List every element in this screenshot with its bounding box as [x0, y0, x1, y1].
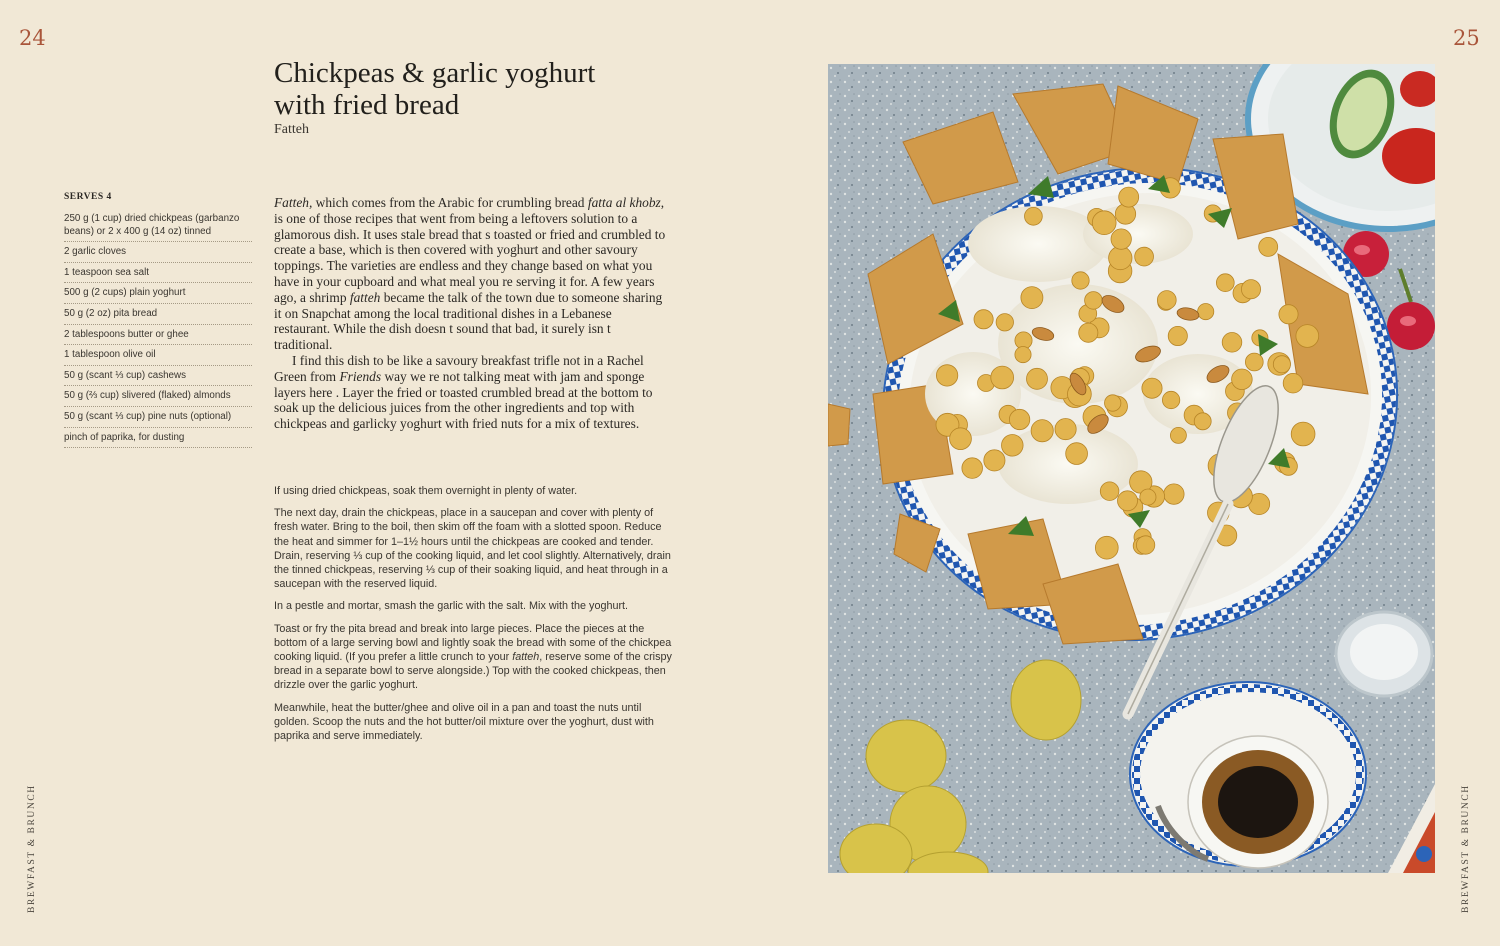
ingredient-item: 2 tablespoons butter or ghee	[64, 328, 252, 346]
chickpea	[1198, 304, 1214, 320]
chickpea	[1136, 536, 1154, 554]
chickpea	[1118, 491, 1138, 511]
chickpea	[1066, 443, 1088, 465]
chickpea	[1273, 356, 1290, 373]
chickpea	[1194, 413, 1211, 430]
chickpea	[1283, 373, 1303, 393]
chickpea	[1164, 484, 1184, 504]
page-number-left: 24	[19, 26, 46, 50]
ingredient-item: 1 tablespoon olive oil	[64, 348, 252, 366]
chickpea	[1135, 247, 1154, 266]
ingredient-item: 50 g (⅔ cup) slivered (flaked) almonds	[64, 389, 252, 407]
recipe-title-line-1: Chickpeas & garlic yoghurt	[274, 57, 596, 89]
chickpea	[1015, 347, 1031, 363]
method-text-run: , reserve some of the crispy bread in a separate bowl to serve alongside.) Top with the cooked chickpeas, then drizzle over the garlic yoghurt.	[274, 651, 672, 692]
chickpea	[974, 310, 993, 329]
recipe-subtitle: Fatteh	[274, 122, 309, 137]
salt-dish	[1336, 612, 1432, 696]
ingredient-item: pinch of paprika, for dusting	[64, 431, 252, 449]
recipe-title-line-2: with fried bread	[274, 89, 460, 121]
ingredient-list	[64, 212, 252, 448]
chickpea	[1157, 291, 1176, 310]
chickpea	[1296, 325, 1319, 348]
chickpea	[1162, 391, 1179, 408]
chickpea	[936, 365, 957, 386]
intro-text-run: which comes from the Arabic for crumbling bread	[312, 195, 588, 210]
chickpea	[1055, 419, 1076, 440]
chickpea	[962, 458, 983, 479]
recipe-title	[274, 57, 774, 121]
chickpea	[1232, 369, 1253, 390]
chickpea	[1119, 187, 1139, 207]
chickpea	[991, 366, 1014, 389]
ingredient-item: 1 teaspoon sea salt	[64, 266, 252, 284]
chickpea	[950, 428, 972, 450]
chickpea	[1142, 378, 1162, 398]
chickpea	[1259, 237, 1278, 256]
chickpea	[1241, 280, 1260, 299]
ingredient-item: 50 g (scant ⅓ cup) cashews	[64, 369, 252, 387]
chickpea	[984, 450, 1005, 471]
method-step-2: The next day, drain the chickpeas, place in a saucepan and cover with plenty of fresh water. Bring to the boil, then skim off the foam with a slotted spoon. Reduce the heat and simmer for 1–1½ hours until the chickpeas are cooked and tender. Drain, reserving ⅓ cup of the cooking liquid, and let cool slightly. Alternatively, drain the tinned chickpeas, reserving ⅓ cup of their soaking liquid, and heat through in a saucepan with the reserved liquid.	[274, 507, 671, 591]
chickpea	[1216, 274, 1234, 292]
intro-italic-fatta-al-khobz: fatta al khobz	[587, 195, 661, 210]
method-step-5: Meanwhile, heat the butter/ghee and olive oil in a pan and toast the nuts until golden. Scoop the nuts and the hot butter/oil mixture over the yoghurt, dust with paprika and serve immediately.	[274, 701, 654, 743]
chickpea	[1140, 489, 1156, 505]
chickpea	[1027, 368, 1048, 389]
chickpea	[1111, 229, 1131, 249]
method-italic-fatteh: fatteh	[512, 651, 540, 664]
intro-paragraph-1	[274, 195, 671, 353]
chickpea	[1168, 326, 1187, 345]
page-number-right: 25	[1453, 26, 1480, 50]
chickpea	[1072, 272, 1089, 289]
chickpea	[1085, 292, 1103, 310]
intro-text	[274, 195, 671, 432]
chickpea	[1031, 420, 1053, 442]
ingredient-item: 500 g (2 cups) plain yoghurt	[64, 286, 252, 304]
coffee-cup	[1130, 682, 1366, 868]
ingredient-item: 2 garlic cloves	[64, 245, 252, 263]
chickpea	[1009, 409, 1029, 429]
intro-text-run: became the talk of the town due to someone sharing it on Snapchat among the local traditional dishes in a Lebanese restaurant. While the dish doesn t sound that bad, it surely isn t traditional.	[274, 289, 663, 353]
intro-italic-fatteh: fatteh	[349, 289, 381, 305]
chickpea	[1002, 435, 1024, 457]
method-step-1: If using dried chickpeas, soak them overnight in plenty of water.	[274, 485, 578, 497]
chickpea	[1021, 287, 1043, 309]
ingredient-item: 250 g (1 cup) dried chickpeas (garbanzo beans) or 2 x 400 g (14 oz) tinned	[64, 212, 252, 242]
ingredients-panel	[64, 192, 252, 451]
serves-label: SERVES 4	[64, 192, 112, 202]
intro-text-run: I find this dish to be like a savoury breakfast trifle not in a Rachel Green from	[274, 352, 644, 384]
intro-italic-fatteh: Fatteh,	[274, 195, 313, 210]
chickpea	[1222, 333, 1242, 353]
chickpea	[1092, 211, 1116, 235]
chickpea	[1291, 422, 1315, 446]
intro-text-run: , is one of those recipes that went from being a leftovers solution to a glamorous dish. It uses stale bread that s toasted or fried and crumbled to create a base, which is then covered with yoghurt and other savoury toppings. The varieties are endless and they change based on what you have in your cupboard and what meal you re serving it for. A few years ago, a shrimp	[274, 195, 666, 305]
chickpea	[1095, 536, 1118, 559]
chickpea	[996, 314, 1013, 331]
chickpea	[1100, 482, 1119, 501]
ingredient-item: 50 g (2 oz) pita bread	[64, 307, 252, 325]
chickpea	[1245, 353, 1263, 371]
ingredient-item: 50 g (scant ⅓ cup) pine nuts (optional)	[64, 410, 252, 428]
dish-photo	[828, 64, 1435, 873]
intro-italic-friends: Friends	[339, 368, 382, 384]
intro-paragraph-2	[274, 353, 671, 432]
chickpea	[1279, 305, 1298, 324]
method-step-3: In a pestle and mortar, smash the garlic with the salt. Mix with the yoghurt.	[274, 600, 629, 613]
chickpea	[1025, 207, 1043, 225]
intro-text-run: way we re not talking meat with jam and sponge layers here . Layer the fried or toasted crumbled bread at the bottom to soak up the delicious juices from the other ingredients and top with chickpeas and garlicky yoghurt with fried nuts for a mix of textures.	[274, 368, 653, 432]
chickpea	[1109, 246, 1132, 269]
chickpea	[1079, 323, 1098, 342]
method-step-4	[274, 622, 672, 693]
method-text-run: Toast or fry the pita bread and break into large pieces. Place the pieces at the bottom of a large serving bowl and lightly soak the bread with some of the chickpea cooking liquid. (If you prefer a little crunch to your	[274, 622, 672, 664]
method-steps	[274, 484, 672, 751]
chickpea	[1105, 395, 1121, 411]
section-label-left: BREWFAST & BRUNCH	[27, 784, 37, 913]
chickpea	[1170, 427, 1186, 443]
section-label-right: BREWFAST & BRUNCH	[1461, 784, 1471, 913]
